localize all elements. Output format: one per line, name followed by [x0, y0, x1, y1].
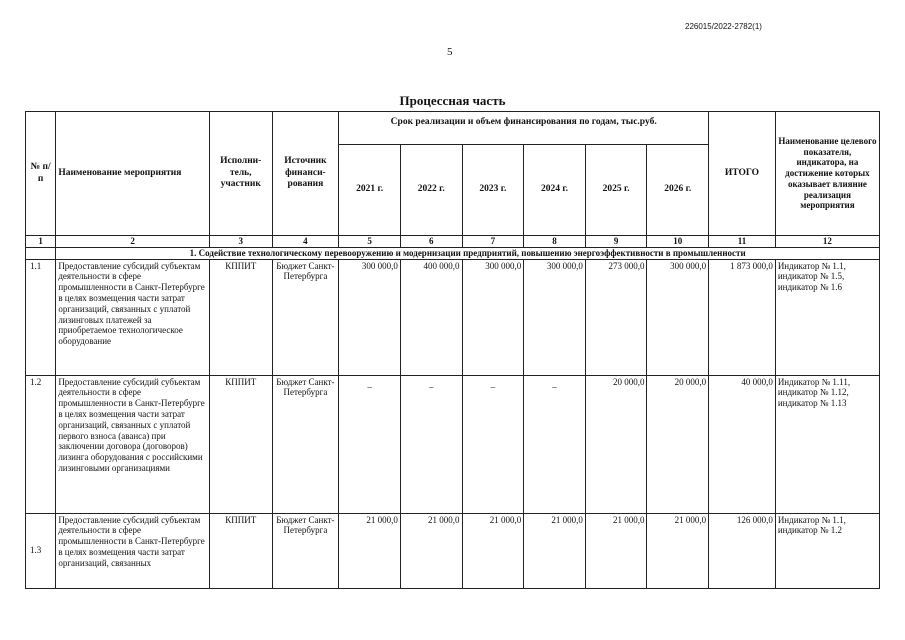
row-number: 1.1	[26, 259, 56, 375]
process-table	[25, 111, 880, 589]
row-total: 40 000,0	[709, 375, 776, 513]
row-executor: КППИТ	[209, 375, 272, 513]
header-year: 2022 г.	[400, 145, 462, 236]
row-name: Предоставление субсидий субъектам деятельности в сфере промышленности в Санкт-Петербурге в целях возмещения части затрат организаций, связанных	[56, 513, 210, 588]
row-value: –	[339, 375, 401, 513]
column-number: 8	[524, 236, 586, 248]
row-value: 21 000,0	[462, 513, 524, 588]
column-number: 5	[339, 236, 401, 248]
row-executor: КППИТ	[209, 513, 272, 588]
row-value: 21 000,0	[524, 513, 586, 588]
document-number: 226015/2022-2782(1)	[685, 22, 762, 31]
column-number: 7	[462, 236, 524, 248]
header-no: № п/п	[26, 112, 56, 236]
row-name: Предоставление субсидий субъектам деятельности в сфере промышленности в Санкт-Петербурге в целях возмещения части затрат организаций, связанных с уплатой лизинговых платежей за приобретаемое технологическое оборудование	[56, 259, 210, 375]
column-number: 1	[26, 236, 56, 248]
column-number: 3	[209, 236, 272, 248]
column-number: 6	[400, 236, 462, 248]
row-value: 300 000,0	[462, 259, 524, 375]
section-row	[26, 247, 880, 259]
header-executor: Исполни-тель, участник	[209, 112, 272, 236]
column-number: 12	[775, 236, 879, 248]
row-source: Бюджет Санкт-Петербурга	[272, 513, 339, 588]
row-value: –	[524, 375, 586, 513]
header-name: Наименование мероприятия	[56, 112, 210, 236]
row-value: 300 000,0	[524, 259, 586, 375]
column-number: 11	[709, 236, 776, 248]
row-value: 400 000,0	[400, 259, 462, 375]
header-source: Источник финанси-рования	[272, 112, 339, 236]
header-year: 2025 г.	[585, 145, 647, 236]
row-indicator: Индикатор № 1.11, индикатор № 1.12, индикатор № 1.13	[775, 375, 879, 513]
column-number-row	[26, 236, 880, 248]
row-value: –	[400, 375, 462, 513]
row-executor: КППИТ	[209, 259, 272, 375]
row-indicator: Индикатор № 1.1, индикатор № 1.2	[775, 513, 879, 588]
page-number: 5	[447, 46, 453, 58]
row-value: 21 000,0	[647, 513, 709, 588]
table-row	[26, 375, 880, 513]
header-year: 2026 г.	[647, 145, 709, 236]
row-value: 273 000,0	[585, 259, 647, 375]
row-value: 20 000,0	[647, 375, 709, 513]
row-name: Предоставление субсидий субъектам деятельности в сфере промышленности в Санкт-Петербурге в целях возмещения части затрат организаций, связанных с уплатой первого взноса (аванса) при заключении договора (договоров) лизинга оборудования с российскими лизинговыми организациями	[56, 375, 210, 513]
header-year: 2024 г.	[524, 145, 586, 236]
row-number: 1.3	[26, 513, 56, 588]
header-period-group: Срок реализации и объем финансирования по годам, тыс.руб.	[339, 112, 709, 145]
column-number: 10	[647, 236, 709, 248]
table-row	[26, 513, 880, 588]
section-title: 1. Содействие технологическому перевооружению и модернизации предприятий, повышению энергоэффективности в промышленности	[56, 247, 880, 259]
row-value: 21 000,0	[339, 513, 401, 588]
row-value: 21 000,0	[585, 513, 647, 588]
row-value: 300 000,0	[647, 259, 709, 375]
row-number: 1.2	[26, 375, 56, 513]
row-indicator: Индикатор № 1.1, индикатор № 1.5, индикатор № 1.6	[775, 259, 879, 375]
row-value: 21 000,0	[400, 513, 462, 588]
page-title: Процессная часть	[399, 93, 506, 108]
row-value: 300 000,0	[339, 259, 401, 375]
header-year: 2023 г.	[462, 145, 524, 236]
column-number: 2	[56, 236, 210, 248]
header-total: ИТОГО	[709, 112, 776, 236]
row-value: –	[462, 375, 524, 513]
row-value: 20 000,0	[585, 375, 647, 513]
table-row	[26, 259, 880, 375]
row-source: Бюджет Санкт-Петербурга	[272, 375, 339, 513]
row-source: Бюджет Санкт-Петербурга	[272, 259, 339, 375]
header-indicator: Наименование целевого показателя, индикатора, на достижение которых оказывает влияние реализация мероприятия	[775, 112, 879, 236]
row-total: 1 873 000,0	[709, 259, 776, 375]
column-number: 4	[272, 236, 339, 248]
column-number: 9	[585, 236, 647, 248]
header-year: 2021 г.	[339, 145, 401, 236]
row-total: 126 000,0	[709, 513, 776, 588]
